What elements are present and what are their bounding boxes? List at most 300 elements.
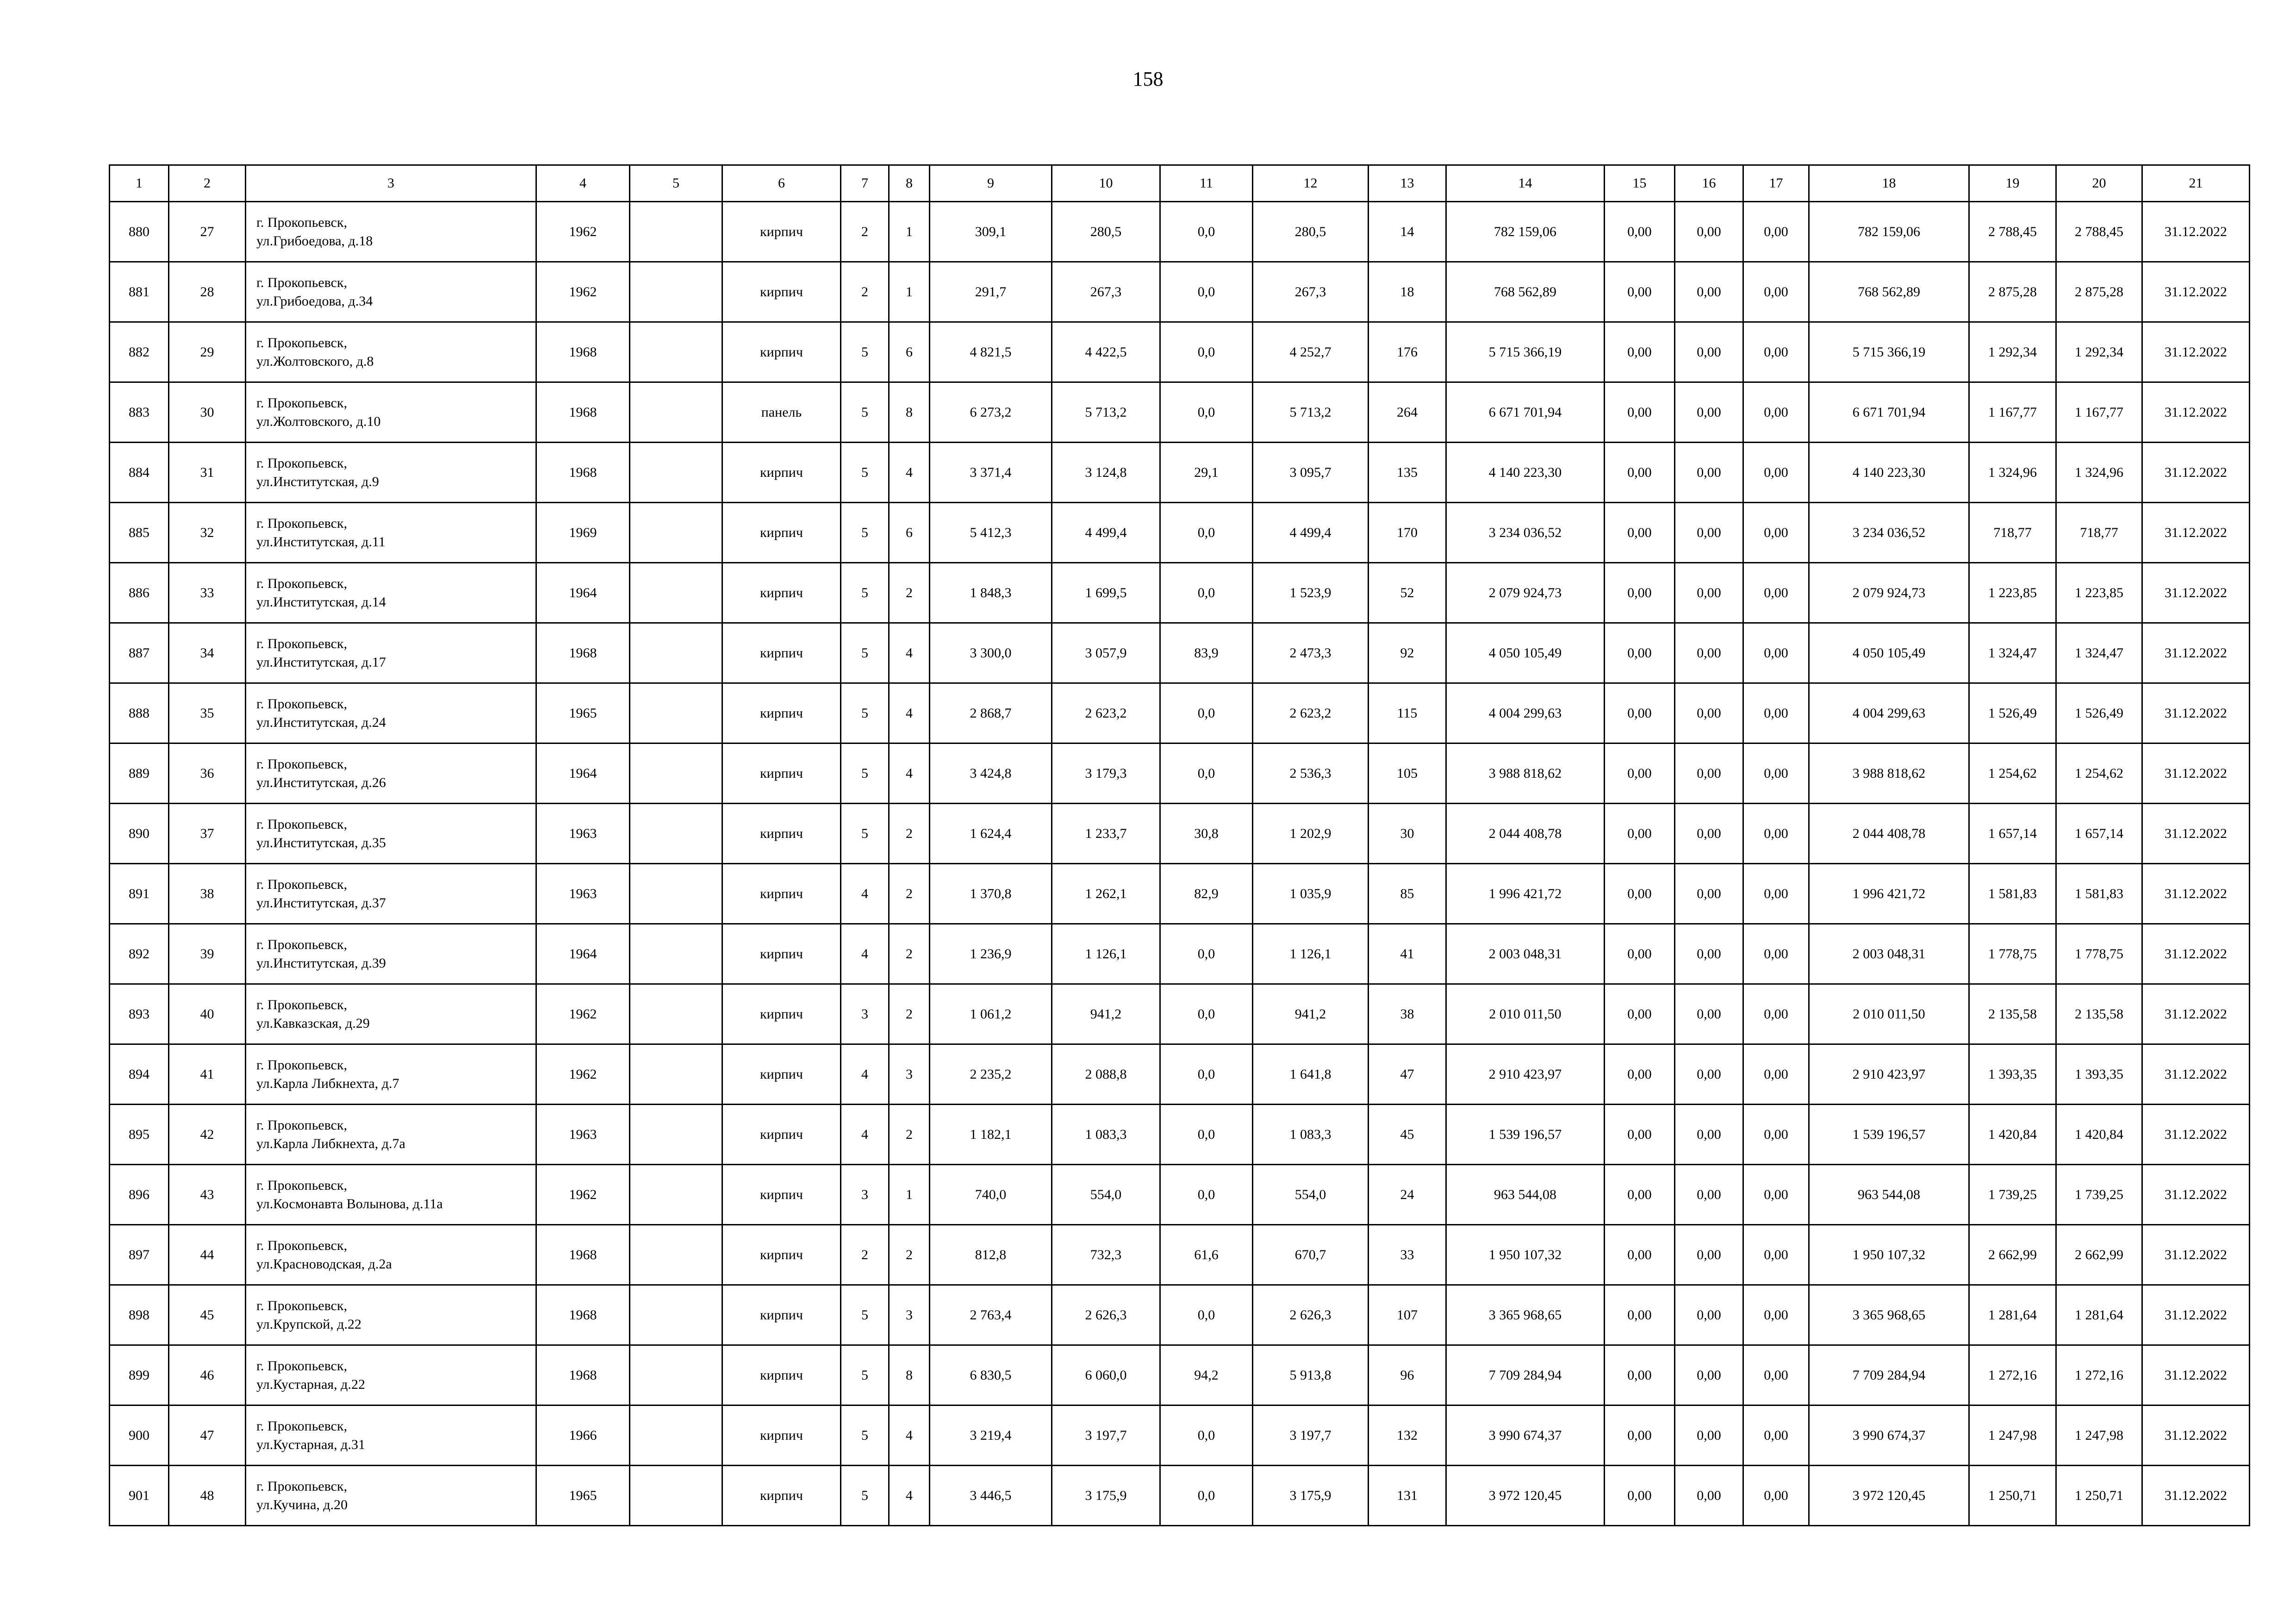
cell-col-1: 884 <box>110 443 169 503</box>
cell-col-16: 0,00 <box>1675 1044 1743 1105</box>
address-cell <box>246 743 536 804</box>
cell-col-9: 1 061,2 <box>930 984 1052 1044</box>
cell-col-6: кирпич <box>722 1345 841 1405</box>
cell-col-10: 1 233,7 <box>1052 804 1160 864</box>
cell-col-10: 2 626,3 <box>1052 1285 1160 1345</box>
cell-col-9: 1 848,3 <box>930 563 1052 623</box>
address-street: ул.Карла Либкнехта, д.7а <box>256 1136 405 1151</box>
cell-col-15: 0,00 <box>1605 1225 1675 1285</box>
cell-col-5 <box>630 503 722 563</box>
table-row <box>110 924 2250 984</box>
cell-col-11: 0,0 <box>1160 743 1253 804</box>
table-row <box>110 563 2250 623</box>
cell-col-5 <box>630 1225 722 1285</box>
address-city: г. Прокопьевск, <box>256 575 348 591</box>
cell-col-4: 1963 <box>536 1105 630 1165</box>
cell-col-21: 31.12.2022 <box>2142 202 2250 262</box>
address-city: г. Прокопьевск, <box>256 275 348 290</box>
address-street: ул.Кустарная, д.22 <box>256 1376 365 1392</box>
cell-col-19: 1 393,35 <box>1969 1044 2056 1105</box>
cell-col-5 <box>630 202 722 262</box>
cell-col-11: 0,0 <box>1160 683 1253 743</box>
address-street: ул.Крупской, д.22 <box>256 1316 362 1332</box>
cell-col-20: 1 393,35 <box>2056 1044 2142 1105</box>
cell-col-11: 0,0 <box>1160 1044 1253 1105</box>
cell-col-15: 0,00 <box>1605 443 1675 503</box>
column-number-cell: 14 <box>1446 165 1605 202</box>
cell-col-15: 0,00 <box>1605 804 1675 864</box>
cell-col-9: 291,7 <box>930 262 1052 322</box>
cell-col-19: 1 581,83 <box>1969 864 2056 924</box>
cell-col-17: 0,00 <box>1743 443 1809 503</box>
address-city: г. Прокопьевск, <box>256 1057 348 1073</box>
cell-col-8: 2 <box>889 984 930 1044</box>
cell-col-4: 1964 <box>536 743 630 804</box>
cell-col-11: 0,0 <box>1160 1466 1253 1526</box>
cell-col-8: 2 <box>889 563 930 623</box>
cell-col-18: 1 996 421,72 <box>1809 864 1969 924</box>
cell-col-12: 2 626,3 <box>1253 1285 1369 1345</box>
table-row <box>110 1405 2250 1466</box>
cell-col-19: 1 739,25 <box>1969 1165 2056 1225</box>
cell-col-14: 2 079 924,73 <box>1446 563 1605 623</box>
cell-col-18: 782 159,06 <box>1809 202 1969 262</box>
cell-col-5 <box>630 1044 722 1105</box>
address-cell <box>246 563 536 623</box>
cell-col-13: 38 <box>1369 984 1446 1044</box>
cell-col-8: 2 <box>889 1225 930 1285</box>
cell-col-2: 36 <box>169 743 246 804</box>
cell-col-7: 2 <box>841 262 889 322</box>
cell-col-15: 0,00 <box>1605 1405 1675 1466</box>
address-cell <box>246 443 536 503</box>
cell-col-15: 0,00 <box>1605 322 1675 382</box>
table-row <box>110 382 2250 443</box>
cell-col-12: 670,7 <box>1253 1225 1369 1285</box>
address-city: г. Прокопьевск, <box>256 1478 348 1494</box>
cell-col-11: 0,0 <box>1160 1105 1253 1165</box>
cell-col-14: 6 671 701,94 <box>1446 382 1605 443</box>
cell-col-15: 0,00 <box>1605 1105 1675 1165</box>
table-row <box>110 1345 2250 1405</box>
cell-col-5 <box>630 563 722 623</box>
cell-col-16: 0,00 <box>1675 322 1743 382</box>
cell-col-14: 3 234 036,52 <box>1446 503 1605 563</box>
cell-col-10: 1 262,1 <box>1052 864 1160 924</box>
cell-col-17: 0,00 <box>1743 202 1809 262</box>
cell-col-12: 554,0 <box>1253 1165 1369 1225</box>
cell-col-4: 1968 <box>536 1225 630 1285</box>
cell-col-18: 1 950 107,32 <box>1809 1225 1969 1285</box>
address-city: г. Прокопьевск, <box>256 455 348 471</box>
table-row <box>110 1285 2250 1345</box>
cell-col-8: 3 <box>889 1285 930 1345</box>
cell-col-12: 1 126,1 <box>1253 924 1369 984</box>
cell-col-1: 894 <box>110 1044 169 1105</box>
cell-col-13: 33 <box>1369 1225 1446 1285</box>
cell-col-19: 2 875,28 <box>1969 262 2056 322</box>
cell-col-2: 38 <box>169 864 246 924</box>
cell-col-21: 31.12.2022 <box>2142 743 2250 804</box>
cell-col-15: 0,00 <box>1605 1165 1675 1225</box>
cell-col-12: 2 473,3 <box>1253 623 1369 683</box>
cell-col-15: 0,00 <box>1605 864 1675 924</box>
cell-col-10: 267,3 <box>1052 262 1160 322</box>
cell-col-19: 1 324,96 <box>1969 443 2056 503</box>
cell-col-11: 0,0 <box>1160 503 1253 563</box>
cell-col-12: 3 175,9 <box>1253 1466 1369 1526</box>
cell-col-7: 5 <box>841 1285 889 1345</box>
cell-col-10: 3 057,9 <box>1052 623 1160 683</box>
cell-col-9: 1 370,8 <box>930 864 1052 924</box>
cell-col-12: 267,3 <box>1253 262 1369 322</box>
cell-col-10: 2 623,2 <box>1052 683 1160 743</box>
cell-col-6: кирпич <box>722 1285 841 1345</box>
cell-col-4: 1964 <box>536 563 630 623</box>
address-cell <box>246 623 536 683</box>
cell-col-17: 0,00 <box>1743 1345 1809 1405</box>
address-street: ул.Институтская, д.26 <box>256 775 386 790</box>
cell-col-20: 1 250,71 <box>2056 1466 2142 1526</box>
cell-col-20: 1 272,16 <box>2056 1345 2142 1405</box>
cell-col-13: 52 <box>1369 563 1446 623</box>
address-city: г. Прокопьевск, <box>256 1418 348 1434</box>
cell-col-17: 0,00 <box>1743 1105 1809 1165</box>
cell-col-10: 1 699,5 <box>1052 563 1160 623</box>
cell-col-9: 6 273,2 <box>930 382 1052 443</box>
cell-col-15: 0,00 <box>1605 503 1675 563</box>
cell-col-15: 0,00 <box>1605 743 1675 804</box>
cell-col-8: 4 <box>889 623 930 683</box>
cell-col-5 <box>630 683 722 743</box>
cell-col-19: 1 292,34 <box>1969 322 2056 382</box>
address-city: г. Прокопьевск, <box>256 997 348 1012</box>
cell-col-6: кирпич <box>722 503 841 563</box>
cell-col-2: 29 <box>169 322 246 382</box>
address-city: г. Прокопьевск, <box>256 335 348 350</box>
column-number-cell: 16 <box>1675 165 1743 202</box>
cell-col-2: 37 <box>169 804 246 864</box>
cell-col-2: 41 <box>169 1044 246 1105</box>
cell-col-16: 0,00 <box>1675 864 1743 924</box>
cell-col-9: 3 446,5 <box>930 1466 1052 1526</box>
housing-registry-table <box>109 164 2250 1526</box>
cell-col-12: 4 499,4 <box>1253 503 1369 563</box>
page-number: 158 <box>1132 68 1164 90</box>
cell-col-13: 30 <box>1369 804 1446 864</box>
cell-col-5 <box>630 322 722 382</box>
cell-col-9: 2 868,7 <box>930 683 1052 743</box>
cell-col-18: 2 003 048,31 <box>1809 924 1969 984</box>
cell-col-16: 0,00 <box>1675 503 1743 563</box>
cell-col-9: 1 624,4 <box>930 804 1052 864</box>
cell-col-12: 2 623,2 <box>1253 683 1369 743</box>
cell-col-20: 1 254,62 <box>2056 743 2142 804</box>
cell-col-18: 768 562,89 <box>1809 262 1969 322</box>
cell-col-15: 0,00 <box>1605 623 1675 683</box>
cell-col-12: 1 641,8 <box>1253 1044 1369 1105</box>
cell-col-6: кирпич <box>722 683 841 743</box>
cell-col-16: 0,00 <box>1675 382 1743 443</box>
address-city: г. Прокопьевск, <box>256 1177 348 1193</box>
cell-col-7: 5 <box>841 623 889 683</box>
address-street: ул.Институтская, д.35 <box>256 835 386 850</box>
cell-col-9: 740,0 <box>930 1165 1052 1225</box>
cell-col-5 <box>630 1285 722 1345</box>
cell-col-17: 0,00 <box>1743 1225 1809 1285</box>
cell-col-2: 30 <box>169 382 246 443</box>
cell-col-6: кирпич <box>722 1165 841 1225</box>
cell-col-11: 0,0 <box>1160 563 1253 623</box>
table-row <box>110 984 2250 1044</box>
cell-col-7: 4 <box>841 864 889 924</box>
cell-col-7: 5 <box>841 443 889 503</box>
table-row <box>110 443 2250 503</box>
address-street: ул.Кустарная, д.31 <box>256 1437 365 1452</box>
cell-col-9: 5 412,3 <box>930 503 1052 563</box>
cell-col-7: 5 <box>841 743 889 804</box>
cell-col-1: 880 <box>110 202 169 262</box>
cell-col-17: 0,00 <box>1743 1405 1809 1466</box>
cell-col-8: 4 <box>889 443 930 503</box>
cell-col-5 <box>630 382 722 443</box>
cell-col-10: 3 124,8 <box>1052 443 1160 503</box>
address-street: ул.Институтская, д.14 <box>256 594 386 610</box>
address-city: г. Прокопьевск, <box>256 1298 348 1313</box>
cell-col-8: 4 <box>889 1405 930 1466</box>
cell-col-14: 1 539 196,57 <box>1446 1105 1605 1165</box>
cell-col-20: 1 581,83 <box>2056 864 2142 924</box>
cell-col-20: 1 167,77 <box>2056 382 2142 443</box>
cell-col-21: 31.12.2022 <box>2142 1105 2250 1165</box>
cell-col-12: 1 035,9 <box>1253 864 1369 924</box>
cell-col-6: кирпич <box>722 1225 841 1285</box>
address-city: г. Прокопьевск, <box>256 515 348 531</box>
table-row <box>110 804 2250 864</box>
cell-col-20: 718,77 <box>2056 503 2142 563</box>
cell-col-20: 1 281,64 <box>2056 1285 2142 1345</box>
cell-col-13: 135 <box>1369 443 1446 503</box>
cell-col-7: 4 <box>841 1105 889 1165</box>
cell-col-18: 5 715 366,19 <box>1809 322 1969 382</box>
cell-col-2: 42 <box>169 1105 246 1165</box>
address-cell <box>246 1345 536 1405</box>
cell-col-18: 7 709 284,94 <box>1809 1345 1969 1405</box>
cell-col-1: 899 <box>110 1345 169 1405</box>
cell-col-10: 1 083,3 <box>1052 1105 1160 1165</box>
table-row <box>110 683 2250 743</box>
column-number-cell: 21 <box>2142 165 2250 202</box>
address-city: г. Прокопьевск, <box>256 1237 348 1253</box>
cell-col-19: 1 254,62 <box>1969 743 2056 804</box>
cell-col-11: 0,0 <box>1160 1165 1253 1225</box>
cell-col-1: 882 <box>110 322 169 382</box>
cell-col-21: 31.12.2022 <box>2142 984 2250 1044</box>
cell-col-7: 5 <box>841 382 889 443</box>
cell-col-19: 718,77 <box>1969 503 2056 563</box>
cell-col-1: 897 <box>110 1225 169 1285</box>
cell-col-13: 176 <box>1369 322 1446 382</box>
cell-col-4: 1964 <box>536 924 630 984</box>
cell-col-7: 5 <box>841 563 889 623</box>
cell-col-4: 1968 <box>536 322 630 382</box>
address-street: ул.Жолтовского, д.10 <box>256 413 381 429</box>
cell-col-4: 1962 <box>536 984 630 1044</box>
cell-col-4: 1968 <box>536 443 630 503</box>
cell-col-17: 0,00 <box>1743 563 1809 623</box>
cell-col-16: 0,00 <box>1675 262 1743 322</box>
cell-col-18: 6 671 701,94 <box>1809 382 1969 443</box>
cell-col-7: 5 <box>841 683 889 743</box>
cell-col-7: 4 <box>841 924 889 984</box>
table-row <box>110 1044 2250 1105</box>
cell-col-8: 2 <box>889 864 930 924</box>
address-city: г. Прокопьевск, <box>256 636 348 651</box>
cell-col-13: 96 <box>1369 1345 1446 1405</box>
column-number-cell: 7 <box>841 165 889 202</box>
cell-col-17: 0,00 <box>1743 1165 1809 1225</box>
cell-col-13: 24 <box>1369 1165 1446 1225</box>
column-number-cell: 6 <box>722 165 841 202</box>
column-number-cell: 19 <box>1969 165 2056 202</box>
cell-col-17: 0,00 <box>1743 804 1809 864</box>
cell-col-19: 1 281,64 <box>1969 1285 2056 1345</box>
cell-col-6: кирпич <box>722 1466 841 1526</box>
cell-col-8: 2 <box>889 1105 930 1165</box>
cell-col-10: 732,3 <box>1052 1225 1160 1285</box>
cell-col-14: 2 044 408,78 <box>1446 804 1605 864</box>
cell-col-14: 768 562,89 <box>1446 262 1605 322</box>
cell-col-2: 43 <box>169 1165 246 1225</box>
table-row <box>110 202 2250 262</box>
cell-col-18: 3 990 674,37 <box>1809 1405 1969 1466</box>
cell-col-5 <box>630 1165 722 1225</box>
address-cell <box>246 1225 536 1285</box>
address-cell <box>246 322 536 382</box>
cell-col-13: 41 <box>1369 924 1446 984</box>
cell-col-18: 3 365 968,65 <box>1809 1285 1969 1345</box>
cell-col-16: 0,00 <box>1675 623 1743 683</box>
cell-col-18: 963 544,08 <box>1809 1165 1969 1225</box>
cell-col-11: 29,1 <box>1160 443 1253 503</box>
cell-col-9: 4 821,5 <box>930 322 1052 382</box>
cell-col-8: 4 <box>889 1466 930 1526</box>
cell-col-7: 5 <box>841 804 889 864</box>
address-cell <box>246 924 536 984</box>
address-city: г. Прокопьевск, <box>256 696 348 712</box>
cell-col-21: 31.12.2022 <box>2142 1225 2250 1285</box>
cell-col-21: 31.12.2022 <box>2142 563 2250 623</box>
cell-col-21: 31.12.2022 <box>2142 322 2250 382</box>
cell-col-8: 8 <box>889 1345 930 1405</box>
cell-col-12: 3 095,7 <box>1253 443 1369 503</box>
cell-col-13: 45 <box>1369 1105 1446 1165</box>
cell-col-4: 1963 <box>536 804 630 864</box>
cell-col-6: кирпич <box>722 322 841 382</box>
address-city: г. Прокопьевск, <box>256 937 348 952</box>
cell-col-8: 2 <box>889 804 930 864</box>
table-row <box>110 743 2250 804</box>
address-cell <box>246 382 536 443</box>
cell-col-2: 28 <box>169 262 246 322</box>
cell-col-11: 0,0 <box>1160 322 1253 382</box>
cell-col-21: 31.12.2022 <box>2142 804 2250 864</box>
cell-col-2: 39 <box>169 924 246 984</box>
column-number-row <box>110 165 2250 202</box>
cell-col-5 <box>630 1466 722 1526</box>
cell-col-5 <box>630 1405 722 1466</box>
cell-col-2: 33 <box>169 563 246 623</box>
cell-col-11: 0,0 <box>1160 202 1253 262</box>
cell-col-6: кирпич <box>722 443 841 503</box>
cell-col-14: 1 950 107,32 <box>1446 1225 1605 1285</box>
address-street: ул.Грибоедова, д.18 <box>256 233 373 249</box>
address-street: ул.Институтская, д.24 <box>256 714 386 730</box>
cell-col-1: 895 <box>110 1105 169 1165</box>
cell-col-11: 0,0 <box>1160 382 1253 443</box>
cell-col-15: 0,00 <box>1605 262 1675 322</box>
cell-col-13: 47 <box>1369 1044 1446 1105</box>
cell-col-16: 0,00 <box>1675 202 1743 262</box>
cell-col-17: 0,00 <box>1743 984 1809 1044</box>
cell-col-7: 2 <box>841 1225 889 1285</box>
cell-col-9: 2 763,4 <box>930 1285 1052 1345</box>
cell-col-14: 3 365 968,65 <box>1446 1285 1605 1345</box>
cell-col-10: 3 179,3 <box>1052 743 1160 804</box>
cell-col-19: 1 250,71 <box>1969 1466 2056 1526</box>
cell-col-1: 890 <box>110 804 169 864</box>
cell-col-19: 2 662,99 <box>1969 1225 2056 1285</box>
cell-col-11: 30,8 <box>1160 804 1253 864</box>
cell-col-19: 2 788,45 <box>1969 202 2056 262</box>
cell-col-9: 812,8 <box>930 1225 1052 1285</box>
cell-col-19: 2 135,58 <box>1969 984 2056 1044</box>
cell-col-14: 5 715 366,19 <box>1446 322 1605 382</box>
cell-col-4: 1965 <box>536 1466 630 1526</box>
cell-col-1: 888 <box>110 683 169 743</box>
cell-col-5 <box>630 1345 722 1405</box>
cell-col-5 <box>630 443 722 503</box>
cell-col-20: 2 875,28 <box>2056 262 2142 322</box>
cell-col-13: 107 <box>1369 1285 1446 1345</box>
cell-col-15: 0,00 <box>1605 202 1675 262</box>
address-cell <box>246 1044 536 1105</box>
cell-col-21: 31.12.2022 <box>2142 623 2250 683</box>
cell-col-5 <box>630 804 722 864</box>
cell-col-16: 0,00 <box>1675 743 1743 804</box>
table-row <box>110 503 2250 563</box>
cell-col-1: 887 <box>110 623 169 683</box>
address-street: ул.Институтская, д.37 <box>256 895 386 911</box>
table-row <box>110 623 2250 683</box>
cell-col-14: 4 140 223,30 <box>1446 443 1605 503</box>
address-street: ул.Красноводская, д.2а <box>256 1256 392 1272</box>
cell-col-4: 1968 <box>536 1345 630 1405</box>
cell-col-7: 4 <box>841 1044 889 1105</box>
cell-col-14: 2 003 048,31 <box>1446 924 1605 984</box>
cell-col-6: кирпич <box>722 743 841 804</box>
cell-col-21: 31.12.2022 <box>2142 1285 2250 1345</box>
cell-col-21: 31.12.2022 <box>2142 503 2250 563</box>
cell-col-13: 92 <box>1369 623 1446 683</box>
cell-col-5 <box>630 743 722 804</box>
cell-col-20: 1 223,85 <box>2056 563 2142 623</box>
cell-col-13: 85 <box>1369 864 1446 924</box>
cell-col-4: 1968 <box>536 1285 630 1345</box>
cell-col-20: 1 324,96 <box>2056 443 2142 503</box>
address-city: г. Прокопьевск, <box>256 1358 348 1374</box>
cell-col-19: 1 223,85 <box>1969 563 2056 623</box>
